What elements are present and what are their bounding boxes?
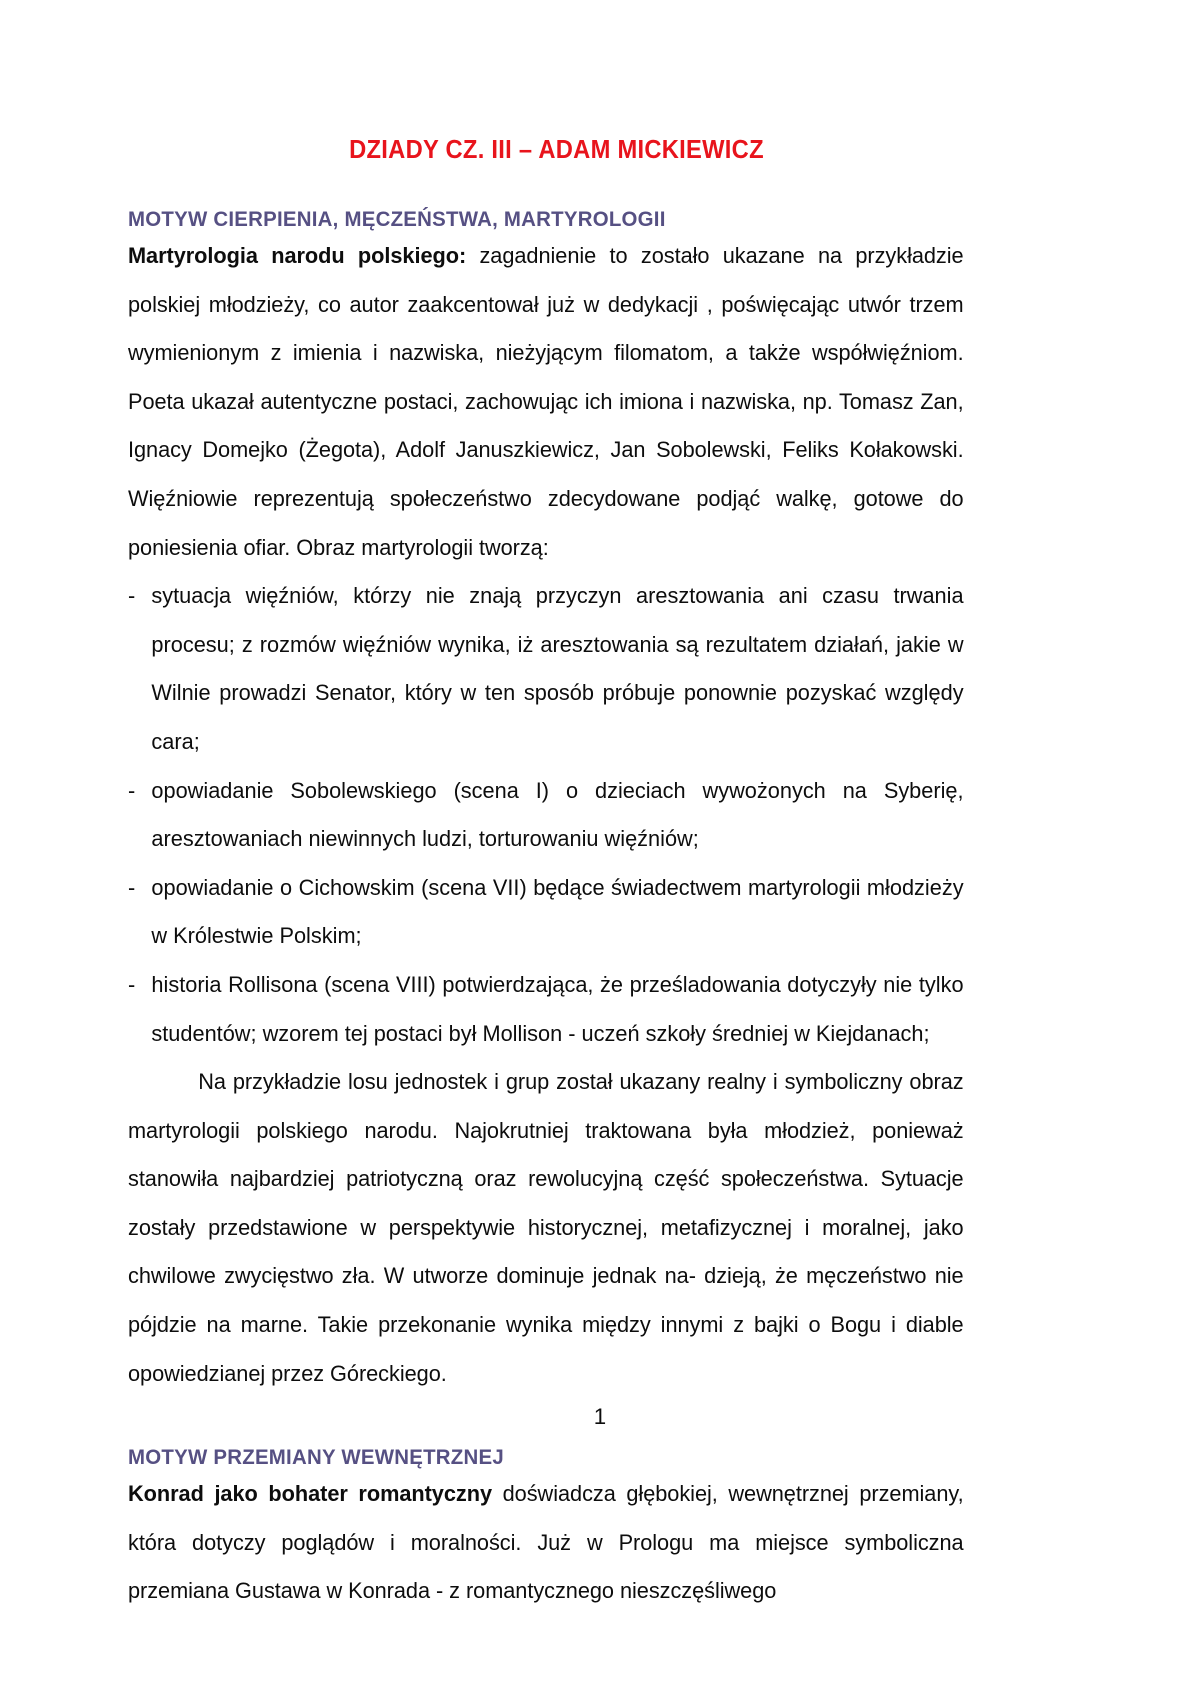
list-item-text: historia Rollisona (scena VIII) potwierdzająca, że prześladowania dotyczyły nie tylko studentów; wzorem tej postaci był Mollison - uczeń szkoły średniej w Kiejdanach; [151,971,964,1046]
paragraph-martyrologia-intro [128,232,964,572]
list-dash-bullet: - [128,777,136,803]
martyrologia-list [128,572,985,1058]
list-dash-bullet: - [128,971,136,997]
paragraph-lead-term: Martyrologia narodu polskiego: [128,243,467,268]
section-heading-przemiana: MOTYW PRZEMIANY WEWNĘTRZNEJ [128,1445,504,1470]
list-item [128,767,964,864]
list-item-text: opowiadanie o Cichowskim (scena VII) będące świadectwem martyrologii młodzieży w Królestwie Polskim; [151,874,964,949]
paragraph-martyrologia-summary: Na przykładzie losu jednostek i grup został ukazany realny i symboliczny obraz martyrologii polskiego narodu. Najokrutniej traktowana była młodzież, ponieważ stanowiła najbardziej patriotyczną oraz rewolucyjną część społeczeństwa. Sytuacje zostały przedstawione w perspektywie historycznej, metafizycznej i moralnej, jako chwilowe zwycięstwo zła. W utworze dominuje jednak na- dzieją, że męczeństwo nie pójdzie na marne. Takie przekonanie wynika między innymi z bajki o Bogu i diable opowiedzianej przez Góreckiego. [128,1069,964,1386]
list-item-text: sytuacja więźniów, którzy nie znają przyczyn aresztowania ani czasu trwania procesu; z rozmów więźniów wynika, iż aresztowania są rezultatem działań, jakie w Wilnie prowadzi Senator, który w ten sposób próbuje ponownie pozyskać względy cara; [151,583,964,754]
list-item-text: opowiadanie Sobolewskiego (scena I) o dzieciach wywożonych na Syberię, aresztowaniach niewinnych ludzi, torturowaniu więźniów; [151,777,964,852]
list-dash-bullet: - [128,874,136,900]
paragraph-body-text: doświadcza głębokiej, wewnętrznej przemiany, która dotyczy poglądów i moralności. Już w Prologu ma miejsce symboliczna przemiana Gustawa w Konrada - z romantycznego nieszczęśliwego [128,1481,964,1604]
paragraph-body-text: zagadnienie to zostało ukazane na przykładzie polskiej młodzieży, co autor zaakcentował już w dedykacji , poświęcając utwór trzem wymienionym z imienia i nazwiska, nieżyjącym filomatom, a także współwięźniom. Poeta ukazał autentyczne postaci, zachowując ich imiona i nazwiska, np. Tomasz Zan, Ignacy Domejko (Żegota), Adolf Januszkiewicz, Jan Sobolewski, Feliks Kołakowski. Więźniowie reprezentują społeczeństwo zdecydowane podjąć walkę, gotowe do poniesienia ofiar. Obraz martyrologii tworzą: [128,243,964,560]
list-dash-bullet: - [128,583,136,609]
paragraph-lead-term: Konrad jako bohater romantyczny [128,1481,492,1507]
page-number: 1 [593,1404,607,1429]
section-heading-martyrologia: MOTYW CIERPIENIA, MĘCZEŃSTWA, MARTYROLOGII [128,207,666,231]
list-item [128,864,964,961]
document-content [128,0,985,1616]
paragraph-przemiana-intro [128,1470,964,1616]
list-item [128,961,964,1058]
list-item [128,572,964,766]
page-title: DZIADY CZ. III – ADAM MICKIEWICZ [349,136,764,164]
